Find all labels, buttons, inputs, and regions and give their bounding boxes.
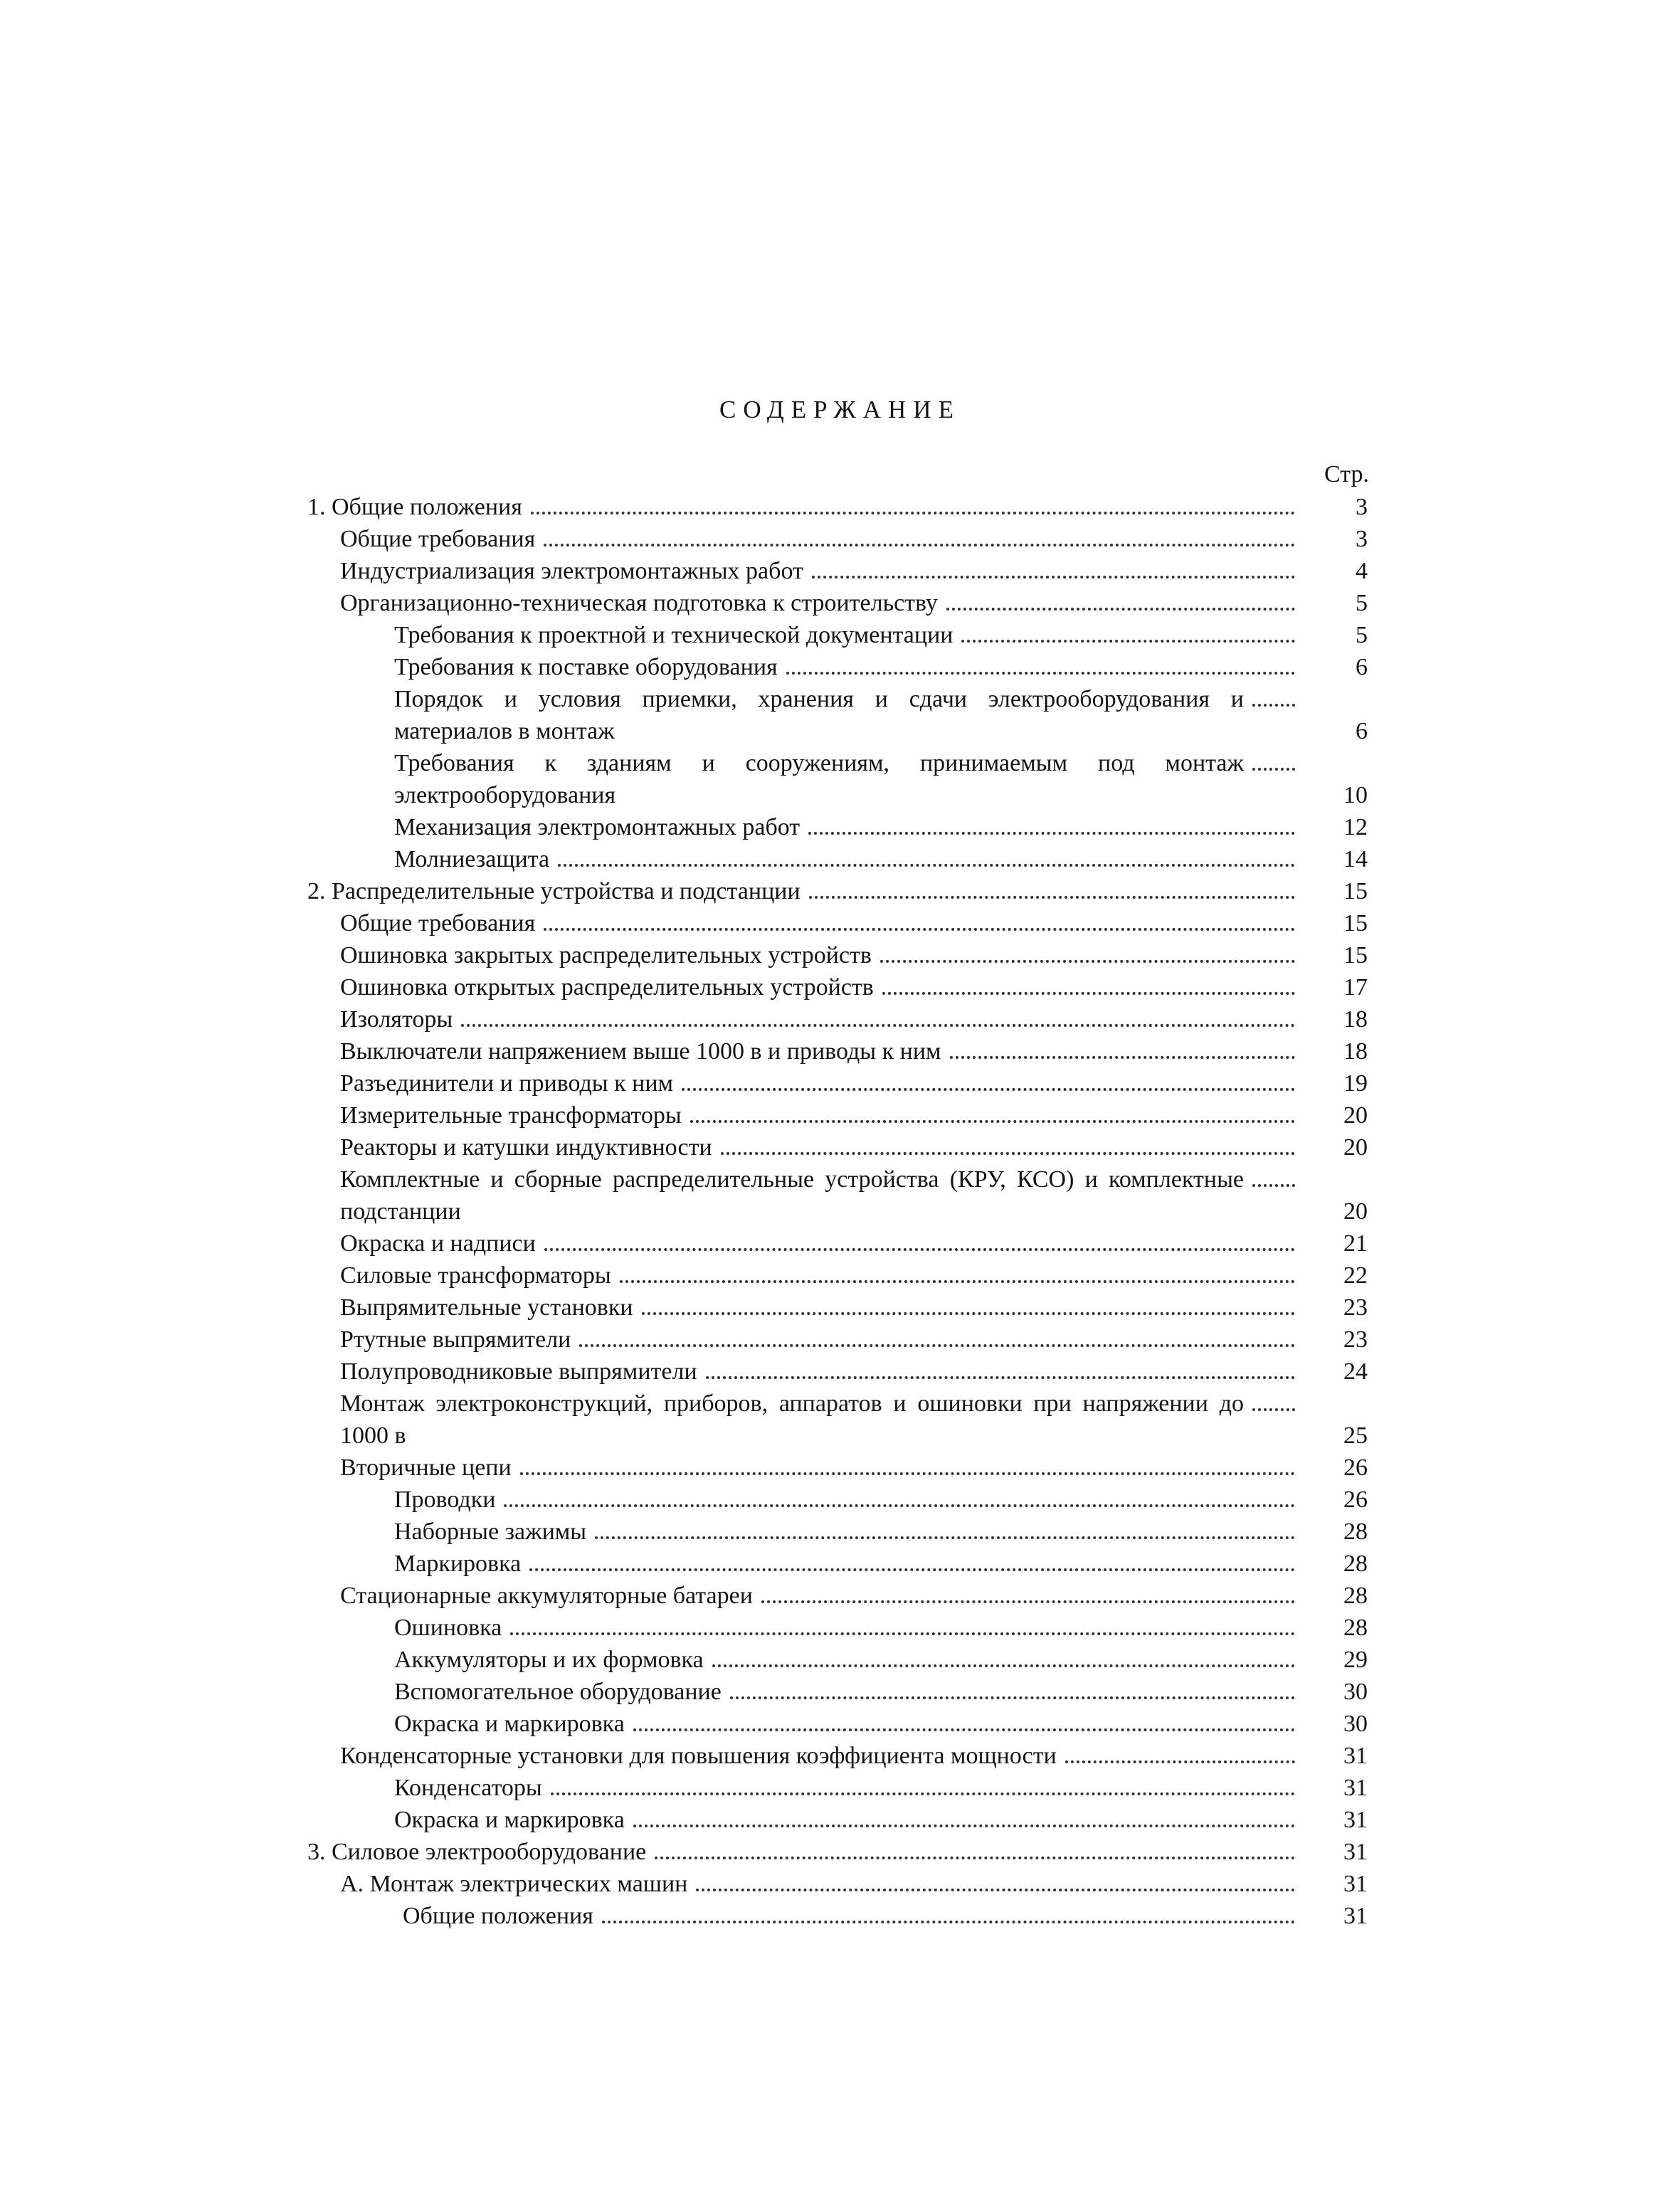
- toc-entry-label: Ошиновка: [394, 1615, 502, 1641]
- toc-entry-label: Измерительные трансформаторы: [340, 1102, 682, 1129]
- toc-entry-page-number: 26: [1343, 1487, 1368, 1513]
- toc-entry: [307, 1035, 1368, 1067]
- toc-entry-page-number: 3: [1356, 526, 1368, 552]
- toc-entry-text-wrap: [394, 651, 1304, 683]
- toc-entry-page-number: 28: [1343, 1551, 1368, 1577]
- toc-entry-page-number: 17: [1343, 974, 1368, 1000]
- toc-entry-text-wrap: [340, 523, 1304, 555]
- toc-entry-label: 2. Распределительные устройства и подстанции: [307, 878, 801, 904]
- toc-entry-label: Проводки: [394, 1487, 496, 1513]
- toc-entry-label: Общие требования: [340, 910, 536, 936]
- toc-entry-label: Реакторы и катушки индуктивности: [340, 1134, 712, 1161]
- toc-entry-page-number: 31: [1343, 1775, 1368, 1801]
- toc-entry-text-wrap: [394, 1772, 1304, 1804]
- toc-entry-label: Ошиновка закрытых распределительных устройств: [340, 942, 872, 968]
- toc-entry-label: Конденсаторы: [394, 1775, 542, 1801]
- toc-entry-text-wrap: [403, 1900, 1304, 1932]
- toc-entry-page-number: 15: [1343, 910, 1368, 936]
- dot-leader: [880, 953, 1295, 963]
- toc-entry-label: Маркировка: [394, 1551, 522, 1577]
- toc-entry-text-wrap: [340, 1227, 1304, 1260]
- toc-entry-text-wrap: [340, 1003, 1304, 1035]
- toc-entry-text-wrap: [394, 1708, 1304, 1740]
- toc-entry-text-wrap: [340, 1067, 1304, 1099]
- toc-entry: [307, 747, 1368, 811]
- dot-leader: [1065, 1753, 1295, 1763]
- toc-entry: [307, 1452, 1368, 1484]
- dot-leader: [690, 1113, 1295, 1123]
- dot-leader: [544, 537, 1295, 546]
- dot-leader: [961, 633, 1295, 643]
- toc-entry-text-wrap: [394, 1612, 1304, 1644]
- dot-leader: [510, 1625, 1295, 1635]
- toc-entry-text-wrap: [307, 1836, 1304, 1868]
- dot-leader: [602, 1913, 1295, 1923]
- toc-entry-page-number: 10: [1343, 782, 1368, 808]
- toc-entry: [307, 1292, 1368, 1324]
- dot-leader: [706, 1369, 1295, 1379]
- dot-leader: [655, 1849, 1295, 1859]
- toc-entry-text-wrap: [394, 1484, 1304, 1516]
- toc-entry-page-number: 15: [1343, 942, 1368, 968]
- toc-entry-text-wrap: [394, 747, 1304, 811]
- toc-entry-text-wrap: [340, 1452, 1304, 1484]
- toc-entry-text-wrap: [394, 1676, 1304, 1708]
- toc-entry-text-wrap: [394, 619, 1304, 651]
- dot-leader: [531, 505, 1295, 514]
- toc-entry-label: Окраска и маркировка: [394, 1807, 625, 1833]
- toc-entry-page-number: 6: [1356, 718, 1368, 744]
- toc-entry: [307, 1324, 1368, 1356]
- toc-entry: [307, 1356, 1368, 1388]
- toc-entry-label: Изоляторы: [340, 1006, 453, 1033]
- toc-entry-page-number: 30: [1343, 1679, 1368, 1705]
- toc-entry-text-wrap: [340, 939, 1304, 971]
- toc-entry-page-number: 5: [1356, 622, 1368, 648]
- toc-entry-label: Полупроводниковые выпрямители: [340, 1358, 697, 1385]
- toc-entry: [307, 1516, 1368, 1548]
- toc-entry-page-number: 20: [1343, 1102, 1368, 1129]
- toc-entry-label: Индустриализация электромонтажных работ: [340, 558, 803, 584]
- toc-entry: [307, 1003, 1368, 1035]
- toc-entry: [307, 1067, 1368, 1099]
- dot-leader: [461, 1017, 1295, 1027]
- toc-entry-label: Требования к зданиям и сооружениям, принимаемым под монтаж электрооборудования: [394, 750, 1244, 808]
- page-title: СОДЕРЖАНИЕ: [719, 396, 961, 423]
- toc-entry-page-number: 26: [1343, 1454, 1368, 1481]
- toc-entry-text-wrap: [340, 1035, 1304, 1067]
- dot-leader: [544, 1241, 1295, 1251]
- toc-entry-text-wrap: [307, 875, 1304, 907]
- toc-entry-label: Вспомогательное оборудование: [394, 1679, 722, 1705]
- toc-entry: [307, 843, 1368, 875]
- toc-entry-label: Требования к проектной и технической документации: [394, 622, 953, 648]
- toc-entry-text-wrap: [340, 1260, 1304, 1292]
- dot-leader: [730, 1689, 1295, 1699]
- toc-entry-page-number: 3: [1356, 494, 1368, 520]
- toc-entry-text-wrap: [307, 491, 1304, 523]
- toc-entry-page-number: 23: [1343, 1294, 1368, 1321]
- toc-entry-text-wrap: [394, 1548, 1304, 1580]
- dot-leader: [633, 1817, 1295, 1827]
- toc-entry-text-wrap: [394, 683, 1304, 747]
- toc-entry-text-wrap: [340, 587, 1304, 619]
- toc-entry-label: Требования к поставке оборудования: [394, 654, 778, 680]
- toc-entry-page-number: 19: [1343, 1070, 1368, 1097]
- toc-entry-text-wrap: [394, 1516, 1304, 1548]
- toc-entry: [307, 971, 1368, 1003]
- toc-entry-text-wrap: [340, 1740, 1304, 1772]
- toc-entry: [307, 523, 1368, 555]
- dot-leader: [682, 1081, 1295, 1091]
- toc-entry-page-number: 22: [1343, 1262, 1368, 1289]
- toc-entry-text-wrap: [340, 907, 1304, 939]
- toc-entry-page-number: 28: [1343, 1615, 1368, 1641]
- toc-entry-text-wrap: [394, 1644, 1304, 1676]
- dot-leader: [1252, 761, 1295, 771]
- toc-entry-text-wrap: [394, 843, 1304, 875]
- dot-leader: [786, 665, 1295, 675]
- toc-entry: [307, 939, 1368, 971]
- toc-entry: [307, 1099, 1368, 1131]
- dot-leader: [812, 569, 1295, 579]
- toc-entry-page-number: 30: [1343, 1711, 1368, 1737]
- toc-entry: [307, 1388, 1368, 1452]
- toc-entry-page-number: 31: [1343, 1807, 1368, 1833]
- toc-entry: [307, 1676, 1368, 1708]
- toc-entry-page-number: 28: [1343, 1583, 1368, 1609]
- dot-leader: [1252, 1401, 1295, 1411]
- toc-entry-text-wrap: [340, 1356, 1304, 1388]
- toc-entry-text-wrap: [340, 1388, 1304, 1452]
- toc-entry: [307, 1772, 1368, 1804]
- toc-entry-text-wrap: [340, 1099, 1304, 1131]
- dot-leader: [520, 1465, 1295, 1475]
- toc-entry: [307, 875, 1368, 907]
- toc-entry: [307, 683, 1368, 747]
- toc-entry: [307, 1900, 1368, 1932]
- toc-entry-page-number: 4: [1356, 558, 1368, 584]
- toc-entry-text-wrap: [394, 811, 1304, 843]
- toc-entry-page-number: 31: [1343, 1903, 1368, 1929]
- toc-entry-page-number: 12: [1343, 814, 1368, 840]
- toc-entry-label: Аккумуляторы и их формовка: [394, 1647, 704, 1673]
- toc-entry-label: Ошиновка открытых распределительных устройств: [340, 974, 874, 1000]
- toc-entry-label: Выпрямительные установки: [340, 1294, 633, 1321]
- toc-entry: [307, 1548, 1368, 1580]
- toc-entry: [307, 811, 1368, 843]
- toc-entry-page-number: 18: [1343, 1006, 1368, 1033]
- toc-entry-label: Выключатели напряжением выше 1000 в и приводы к ним: [340, 1038, 941, 1065]
- toc-entry-label: Разъединители и приводы к ним: [340, 1070, 674, 1097]
- toc-entry-label: Общие положения: [403, 1903, 593, 1929]
- toc-entry-page-number: 24: [1343, 1358, 1368, 1385]
- dot-leader: [1252, 1177, 1295, 1187]
- toc-entry-page-number: 29: [1343, 1647, 1368, 1673]
- page-column-header: Стр.: [1324, 461, 1369, 487]
- toc-entry-page-number: 20: [1343, 1134, 1368, 1161]
- toc-entry-label: Молниезащита: [394, 846, 550, 872]
- dot-leader: [696, 1881, 1295, 1891]
- toc-entry: [307, 1227, 1368, 1260]
- toc-entry-label: Окраска и надписи: [340, 1230, 536, 1257]
- toc-entry-page-number: 18: [1343, 1038, 1368, 1065]
- toc-entry: [307, 1644, 1368, 1676]
- dot-leader: [721, 1145, 1295, 1155]
- toc-entry: [307, 1163, 1368, 1227]
- toc-entry: [307, 619, 1368, 651]
- toc-entry-page-number: 23: [1343, 1326, 1368, 1353]
- toc-entry: [307, 1868, 1368, 1900]
- toc-entry-page-number: 20: [1343, 1198, 1368, 1225]
- dot-leader: [946, 601, 1295, 611]
- dot-leader: [809, 889, 1295, 899]
- toc-entry: [307, 1804, 1368, 1836]
- dot-leader: [882, 985, 1295, 995]
- toc-entry-text-wrap: [394, 1804, 1304, 1836]
- toc-entry: [307, 1612, 1368, 1644]
- toc-entry-label: Силовые трансформаторы: [340, 1262, 611, 1289]
- toc-entry-text-wrap: [340, 1163, 1304, 1227]
- toc-entry-page-number: 25: [1343, 1422, 1368, 1449]
- dot-leader: [544, 921, 1295, 931]
- dot-leader: [633, 1721, 1295, 1731]
- toc-entry: [307, 1740, 1368, 1772]
- toc-entry-text-wrap: [340, 1580, 1304, 1612]
- dot-leader: [620, 1273, 1295, 1283]
- toc-entry: [307, 907, 1368, 939]
- toc-entry-label: 1. Общие положения: [307, 494, 522, 520]
- toc-entry-page-number: 31: [1343, 1743, 1368, 1769]
- toc-entry-label: Общие требования: [340, 526, 536, 552]
- toc-entry: [307, 1484, 1368, 1516]
- dot-leader: [595, 1529, 1295, 1539]
- toc-entry-page-number: 5: [1356, 590, 1368, 616]
- toc-entry-label: Вторичные цепи: [340, 1454, 512, 1481]
- toc-entry-text-wrap: [340, 1131, 1304, 1163]
- dot-leader: [950, 1049, 1295, 1059]
- toc-entry: [307, 651, 1368, 683]
- toc-entry-text-wrap: [340, 1292, 1304, 1324]
- toc-entry-text-wrap: [340, 1868, 1304, 1900]
- toc-entry-page-number: 31: [1343, 1871, 1368, 1897]
- toc-entry-page-number: 14: [1343, 846, 1368, 872]
- toc-entry-label: Комплектные и сборные распределительные устройства (КРУ, КСО) и комплектные подстанции: [340, 1166, 1244, 1225]
- toc-entry-text-wrap: [340, 555, 1304, 587]
- dot-leader: [712, 1657, 1295, 1667]
- toc-entry-label: А. Монтаж электрических машин: [340, 1871, 688, 1897]
- toc-entry-label: Окраска и маркировка: [394, 1711, 625, 1737]
- dot-leader: [529, 1561, 1295, 1571]
- toc-entry-text-wrap: [340, 971, 1304, 1003]
- dot-leader: [1252, 697, 1295, 707]
- toc-entry-page-number: 6: [1356, 654, 1368, 680]
- toc-entry: [307, 491, 1368, 523]
- toc-entry-label: Организационно-техническая подготовка к строительству: [340, 590, 938, 616]
- toc-entry: [307, 587, 1368, 619]
- toc-entry-page-number: 28: [1343, 1519, 1368, 1545]
- toc-entry-label: Наборные зажимы: [394, 1519, 587, 1545]
- dot-leader: [642, 1305, 1295, 1315]
- toc-entry: [307, 1708, 1368, 1740]
- toc-entry: [307, 555, 1368, 587]
- dot-leader: [558, 857, 1295, 867]
- toc-entry-label: Конденсаторные установки для повышения коэффициента мощности: [340, 1743, 1057, 1769]
- toc-entry: [307, 1836, 1368, 1868]
- toc-entry-page-number: 15: [1343, 878, 1368, 904]
- toc-entry-text-wrap: [340, 1324, 1304, 1356]
- toc-entry-label: Стационарные аккумуляторные батареи: [340, 1583, 753, 1609]
- toc-entry-page-number: 31: [1343, 1839, 1368, 1865]
- toc-entry-label: Ртутные выпрямители: [340, 1326, 571, 1353]
- dot-leader: [504, 1497, 1295, 1507]
- toc-entry: [307, 1260, 1368, 1292]
- toc-entry: [307, 1131, 1368, 1163]
- toc-entry-label: 3. Силовое электрооборудование: [307, 1839, 647, 1865]
- table-of-contents: [307, 491, 1368, 1932]
- toc-entry-page-number: 21: [1343, 1230, 1368, 1257]
- toc-entry-label: Механизация электромонтажных работ: [394, 814, 801, 840]
- toc-entry-label: Монтаж электроконструкций, приборов, аппаратов и ошиновки при напряжении до 1000 в: [340, 1390, 1244, 1449]
- dot-leader: [551, 1785, 1295, 1795]
- toc-entry-label: Порядок и условия приемки, хранения и сдачи электрооборудования и материалов в монтаж: [394, 686, 1244, 744]
- dot-leader: [808, 825, 1295, 835]
- dot-leader: [761, 1593, 1295, 1603]
- dot-leader: [579, 1337, 1295, 1347]
- toc-entry: [307, 1580, 1368, 1612]
